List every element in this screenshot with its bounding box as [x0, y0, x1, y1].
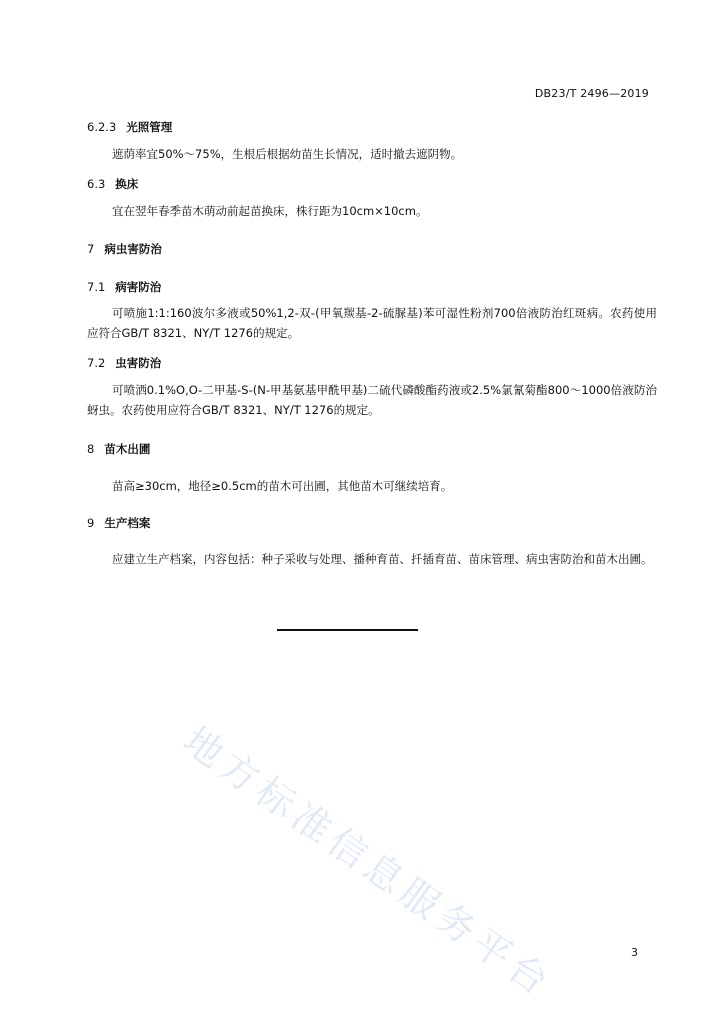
section-title: 生产档案: [104, 516, 151, 530]
paragraph-transplanting: 宜在翌年春季苗木萌动前起苗换床，株行距为10cm×10cm。: [112, 204, 428, 218]
standard-code: DB23/T 2496—2019: [534, 87, 649, 100]
end-rule: [277, 629, 418, 631]
section-title: 病虫害防治: [104, 242, 162, 256]
section-heading-7-1: [87, 279, 161, 295]
section-number: 9: [87, 516, 95, 530]
section-heading-9: [87, 515, 150, 531]
section-number: 7: [87, 242, 95, 256]
section-heading-7: [87, 241, 162, 257]
section-number: 6.3: [87, 177, 106, 191]
section-title: 苗木出圃: [104, 442, 151, 456]
section-title: 光照管理: [126, 120, 173, 134]
section-number: 7.1: [87, 280, 106, 294]
section-number: 8: [87, 442, 95, 456]
section-number: 6.2.3: [87, 120, 117, 134]
section-heading-6-2-3: [87, 119, 172, 135]
page-number: 3: [631, 946, 638, 959]
paragraph-production-records: 应建立生产档案，内容包括：种子采收与处理、播种育苗、扦插育苗、苗床管理、病虫害防治和苗木出圃。: [112, 552, 653, 566]
section-title: 病害防治: [115, 280, 162, 294]
paragraph-disease-control: 可喷施1:1:160波尔多液或50%1,2-双-(甲氧羰基-2-硫脲基)苯可湿性粉剂700倍液防治红斑病。农药使用应符合GB/T 8321、NY/T 1276的规定。: [87, 306, 657, 340]
section-title: 换床: [115, 177, 139, 191]
watermark: 地方标准信息服务平台: [175, 718, 562, 1007]
paragraph-light-management: 遮荫率宜50%～75%，生根后根据幼苗生长情况，适时撤去遮阴物。: [112, 147, 463, 161]
section-heading-8: [87, 441, 150, 457]
section-number: 7.2: [87, 356, 106, 370]
paragraph-pest-control: 可喷洒0.1%O,O-二甲基-S-(N-甲基氨基甲酰甲基)二硫代磷酸酯药液或2.5%氯氰菊酯800～1000倍液防治蚜虫。农药使用应符合GB/T 8321、NY/T 1276的规定。: [87, 383, 657, 417]
paragraph-seedling-release: 苗高≥30cm，地径≥0.5cm的苗木可出圃，其他苗木可继续培育。: [112, 479, 453, 493]
section-heading-7-2: [87, 355, 161, 371]
section-title: 虫害防治: [115, 356, 162, 370]
section-heading-6-3: [87, 176, 138, 192]
